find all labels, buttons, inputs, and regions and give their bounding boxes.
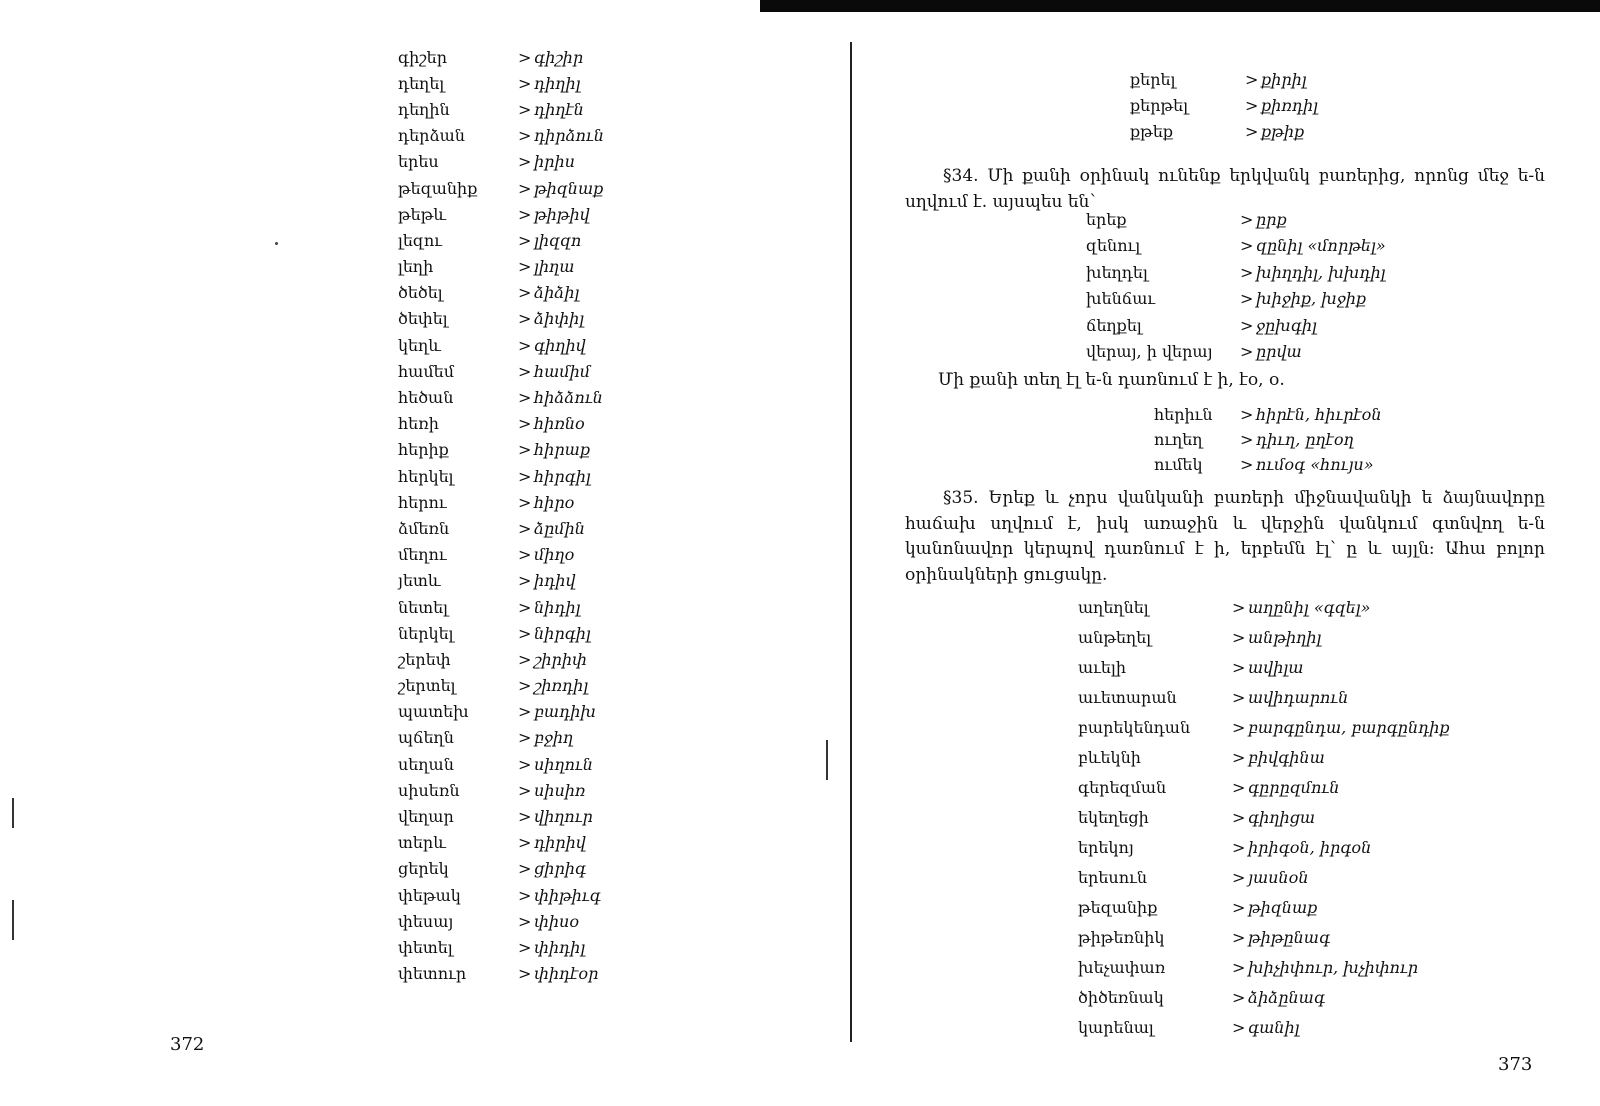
word-entry xyxy=(1078,772,1450,802)
source-word: փեթակ xyxy=(398,885,461,905)
arrow-symbol: > xyxy=(1240,405,1254,424)
dialect-form: ձիձընագ xyxy=(1248,987,1325,1007)
arrow-symbol: > xyxy=(518,414,532,434)
dialect-form: շիռդիլ xyxy=(534,676,589,696)
source-word: խեղդել xyxy=(1086,262,1148,282)
source-word: կարենալ xyxy=(1078,1017,1154,1037)
word-entry xyxy=(398,123,638,149)
word-entry xyxy=(398,437,638,463)
word-entry xyxy=(398,463,638,489)
word-entry xyxy=(1078,862,1450,892)
dialect-form: դիւղ, ըղէօղ xyxy=(1256,430,1354,449)
source-word: աւելի xyxy=(1078,657,1126,677)
dialect-form: խիջիք, խջիք xyxy=(1256,289,1367,309)
arrow-symbol: > xyxy=(1245,69,1259,89)
arrow-symbol: > xyxy=(518,361,532,381)
arrow-symbol: > xyxy=(1232,897,1246,917)
word-entry xyxy=(398,411,638,437)
p34b-word-list xyxy=(1154,402,1382,477)
dialect-form: բարգընդա, բարգընդիք xyxy=(1248,717,1450,737)
word-entry xyxy=(1078,622,1450,652)
dialect-form: շիրիփ xyxy=(534,649,587,669)
arrow-symbol: > xyxy=(1240,289,1254,309)
word-entry xyxy=(398,227,638,253)
word-entry xyxy=(398,961,638,987)
source-word: փետուր xyxy=(398,964,467,984)
dialect-form: փիթիւգ xyxy=(534,885,601,905)
arrow-symbol: > xyxy=(1232,627,1246,647)
word-entry xyxy=(398,280,638,306)
word-entry xyxy=(1154,452,1382,477)
dialect-form: քիրիլ xyxy=(1261,69,1307,89)
arrow-symbol: > xyxy=(518,283,532,303)
arrow-symbol: > xyxy=(1240,209,1254,229)
arrow-symbol: > xyxy=(518,702,532,722)
word-entry xyxy=(398,882,638,908)
arrow-symbol: > xyxy=(1232,687,1246,707)
word-entry xyxy=(1078,682,1450,712)
arrow-symbol: > xyxy=(518,885,532,905)
source-word: գիշեր xyxy=(398,47,448,67)
arrow-symbol: > xyxy=(518,388,532,408)
dialect-form: դիղէն xyxy=(534,99,584,119)
dialect-form: դիրձուն xyxy=(534,126,604,146)
dialect-form: ավիլա xyxy=(1248,657,1304,677)
arrow-symbol: > xyxy=(518,597,532,617)
arrow-symbol: > xyxy=(518,73,532,93)
arrow-symbol: > xyxy=(1232,597,1246,617)
dialect-form: քթիք xyxy=(1261,121,1305,141)
word-entry xyxy=(398,830,638,856)
dialect-form: լիղա xyxy=(534,257,575,277)
source-word: սիսեռն xyxy=(398,780,460,800)
arrow-symbol: > xyxy=(1240,236,1254,256)
arrow-symbol: > xyxy=(1240,455,1254,474)
word-entry xyxy=(398,332,638,358)
page-number-right: 373 xyxy=(1498,1054,1533,1075)
word-entry xyxy=(1130,92,1318,118)
arrow-symbol: > xyxy=(518,230,532,250)
word-entry xyxy=(398,384,638,410)
source-word: ծեծել xyxy=(398,283,443,303)
left-word-list xyxy=(398,44,638,987)
word-entry xyxy=(1078,982,1450,1012)
arrow-symbol: > xyxy=(1232,717,1246,737)
dialect-form: հիռնօ xyxy=(534,414,585,434)
source-word: ճեղքել xyxy=(1086,315,1142,335)
arrow-symbol: > xyxy=(518,204,532,224)
source-word: եկեղեցի xyxy=(1078,807,1149,827)
source-word: երես xyxy=(398,152,439,172)
dialect-form: զընիլ «մորթել» xyxy=(1256,236,1386,256)
arrow-symbol: > xyxy=(1232,987,1246,1007)
source-word: խենճաւ xyxy=(1086,289,1156,309)
dialect-form: ձիձիլ xyxy=(534,283,580,303)
dialect-form: գըրըզմուն xyxy=(1248,777,1340,797)
dialect-form: հիրօ xyxy=(534,492,575,512)
arrow-symbol: > xyxy=(1232,837,1246,857)
source-word: անթեղել xyxy=(1078,627,1152,647)
word-entry xyxy=(1154,402,1382,427)
word-entry xyxy=(1086,339,1386,366)
arrow-symbol: > xyxy=(1232,777,1246,797)
dialect-form: հիրգիլ xyxy=(534,466,591,486)
page-number-left: 372 xyxy=(170,1034,205,1055)
source-word: լեզու xyxy=(398,230,443,250)
dialect-form: բադիխ xyxy=(534,702,596,722)
source-word: ումեկ xyxy=(1154,455,1203,474)
word-entry xyxy=(1086,206,1386,233)
word-entry xyxy=(1086,312,1386,339)
dialect-form: փիդիլ xyxy=(534,937,586,957)
source-word: քերել xyxy=(1130,69,1176,89)
dialect-form: ըրք xyxy=(1256,209,1287,229)
word-entry xyxy=(1130,118,1318,144)
dialect-form: համիմ xyxy=(534,361,591,381)
arrow-symbol: > xyxy=(518,807,532,827)
word-entry xyxy=(1078,832,1450,862)
source-word: հերիք xyxy=(398,440,449,460)
dialect-form: դիղիլ xyxy=(534,73,581,93)
source-word: համեմ xyxy=(398,361,455,381)
source-word: ձմեռն xyxy=(398,518,450,538)
source-word: փեսայ xyxy=(398,911,454,931)
source-word: ներկել xyxy=(398,623,454,643)
dialect-form: թիզնաք xyxy=(1248,897,1318,917)
dialect-form: նիդիլ xyxy=(534,597,581,617)
word-entry xyxy=(398,515,638,541)
arrow-symbol: > xyxy=(518,466,532,486)
source-word: հերիւն xyxy=(1154,405,1213,424)
word-entry xyxy=(398,96,638,122)
dialect-form: գիղիվ xyxy=(534,335,586,355)
source-word: սեղան xyxy=(398,754,454,774)
source-word: ծիծեռնակ xyxy=(1078,987,1164,1007)
source-word: շերտել xyxy=(398,676,456,696)
source-word: պատեխ xyxy=(398,702,469,722)
word-entry xyxy=(398,803,638,829)
dialect-form: ձըմին xyxy=(534,518,585,538)
word-entry xyxy=(1078,1012,1450,1042)
dialect-form: իրիս xyxy=(534,152,575,172)
source-word: փետել xyxy=(398,937,453,957)
arrow-symbol: > xyxy=(1240,342,1254,362)
arrow-symbol: > xyxy=(518,545,532,565)
arrow-symbol: > xyxy=(518,152,532,172)
dialect-form: ցիրիգ xyxy=(534,859,587,879)
source-word: թեթև xyxy=(398,204,446,224)
arrow-symbol: > xyxy=(518,780,532,800)
dialect-form: իդիվ xyxy=(534,571,576,591)
source-word: յետև xyxy=(398,571,441,591)
dialect-form: գիշիր xyxy=(534,47,584,67)
right-top-word-list xyxy=(1130,66,1318,144)
word-entry xyxy=(1078,892,1450,922)
word-entry xyxy=(398,908,638,934)
source-word: երեք xyxy=(1086,209,1127,229)
source-word: լեղի xyxy=(398,257,434,277)
word-entry xyxy=(398,70,638,96)
dialect-form: գիղիցա xyxy=(1248,807,1316,827)
source-word: հերկել xyxy=(398,466,454,486)
source-word: դեղին xyxy=(398,99,450,119)
arrow-symbol: > xyxy=(1232,807,1246,827)
arrow-symbol: > xyxy=(518,911,532,931)
arrow-symbol: > xyxy=(1240,315,1254,335)
dialect-form: փիդէօր xyxy=(534,964,599,984)
source-word: թեզանիք xyxy=(398,178,478,198)
dialect-form: վիղուր xyxy=(534,807,593,827)
dialect-form: խիղդիլ, խխդիլ xyxy=(1256,262,1386,282)
source-word: երեկոյ xyxy=(1078,837,1134,857)
source-word: զենուլ xyxy=(1086,236,1141,256)
dialect-form: լիզզո xyxy=(534,230,582,250)
dialect-form: հիրէն, հիւրէօն xyxy=(1256,405,1382,424)
source-word: աղեղնել xyxy=(1078,597,1149,617)
arrow-symbol: > xyxy=(518,623,532,643)
dialect-form: խիչիփուր, խչիփուր xyxy=(1248,957,1419,977)
arrow-symbol: > xyxy=(1232,657,1246,677)
source-word: կեղև xyxy=(398,335,441,355)
arrow-symbol: > xyxy=(1232,867,1246,887)
paragraph-35: §35. Երեք և չորս վանկանի բառերի միջնավանկի ե ձայնավորը հաճախ սղվում է, իսկ առաջին և վերջին վանկում գտնվող ե-ն կանոնավոր կերպով դառնում է ի, երբեմն էլ՝ ը և այլն: Ահա բոլոր օրինակների ցուցակը. xyxy=(905,488,1545,585)
word-entry xyxy=(1078,802,1450,832)
arrow-symbol: > xyxy=(518,335,532,355)
arrow-symbol: > xyxy=(518,492,532,512)
source-word: գերեզման xyxy=(1078,777,1167,797)
dialect-form: աղընիլ «գզել» xyxy=(1248,597,1371,617)
word-entry xyxy=(398,934,638,960)
paragraph-34-continuation: Մի քանի տեղ էլ ե-ն դառնում է ի, էօ, օ. xyxy=(938,370,1285,390)
source-word: բարեկենդան xyxy=(1078,717,1191,737)
arrow-symbol: > xyxy=(518,728,532,748)
dialect-form: ումօգ «հույս» xyxy=(1256,455,1374,474)
paragraph-34: §34. Մի քանի օրինակ ունենք երկվանկ բառերից, որոնց մեջ ե-ն սղվում է. այսպես են՝ xyxy=(905,166,1545,212)
word-entry xyxy=(398,542,638,568)
dialect-form: բջիղ xyxy=(534,728,574,748)
word-entry xyxy=(398,44,638,70)
word-entry xyxy=(1086,286,1386,313)
arrow-symbol: > xyxy=(518,571,532,591)
dialect-form: հիձձուն xyxy=(534,388,603,408)
source-word: ծեփել xyxy=(398,309,448,329)
word-entry xyxy=(398,620,638,646)
word-entry xyxy=(398,646,638,672)
arrow-symbol: > xyxy=(518,178,532,198)
arrow-symbol: > xyxy=(518,440,532,460)
dialect-form: ձիփիլ xyxy=(534,309,585,329)
arrow-symbol: > xyxy=(518,649,532,669)
source-word: վերայ, ի վերայ xyxy=(1086,342,1213,362)
dialect-form: իրիգօն, իրգօն xyxy=(1248,837,1372,857)
word-entry xyxy=(398,306,638,332)
arrow-symbol: > xyxy=(518,518,532,538)
source-word: մեղու xyxy=(398,545,447,565)
p35-word-list xyxy=(1078,592,1450,1042)
word-entry xyxy=(398,254,638,280)
source-word: դերձան xyxy=(398,126,465,146)
source-word: թիթեռնիկ xyxy=(1078,927,1165,947)
word-entry xyxy=(398,673,638,699)
word-entry xyxy=(398,201,638,227)
arrow-symbol: > xyxy=(518,99,532,119)
source-word: ցերեկ xyxy=(398,859,449,879)
word-entry xyxy=(398,725,638,751)
dialect-form: նիրգիլ xyxy=(534,623,591,643)
arrow-symbol: > xyxy=(518,126,532,146)
dialect-form: գանիլ xyxy=(1248,1017,1300,1037)
word-entry xyxy=(1154,427,1382,452)
source-word: բևեկնի xyxy=(1078,747,1141,767)
arrow-symbol: > xyxy=(518,309,532,329)
word-entry xyxy=(1086,233,1386,260)
source-word: քթեք xyxy=(1130,121,1174,141)
word-entry xyxy=(398,751,638,777)
arrow-symbol: > xyxy=(1232,927,1246,947)
source-word: ուղեղ xyxy=(1154,430,1203,449)
source-word: հեծան xyxy=(398,388,454,408)
dialect-form: հիրաք xyxy=(534,440,590,460)
word-entry xyxy=(1078,712,1450,742)
source-word: երեսուն xyxy=(1078,867,1147,887)
word-entry xyxy=(398,568,638,594)
source-word: դեղել xyxy=(398,73,445,93)
word-entry xyxy=(1078,922,1450,952)
arrow-symbol: > xyxy=(1240,430,1254,449)
arrow-symbol: > xyxy=(518,754,532,774)
word-entry xyxy=(1078,652,1450,682)
arrow-symbol: > xyxy=(518,964,532,984)
dialect-form: սիղուն xyxy=(534,754,593,774)
source-word: վեղար xyxy=(398,807,454,827)
arrow-symbol: > xyxy=(518,937,532,957)
source-word: շերեփ xyxy=(398,649,451,669)
word-entry xyxy=(398,777,638,803)
word-entry xyxy=(398,149,638,175)
source-word: նետել xyxy=(398,597,449,617)
source-word: խեչափառ xyxy=(1078,957,1166,977)
source-word: հեռի xyxy=(398,414,439,434)
word-entry xyxy=(1130,66,1318,92)
arrow-symbol: > xyxy=(518,47,532,67)
source-word: հերու xyxy=(398,492,447,512)
dialect-form: ըրվա xyxy=(1256,342,1302,362)
arrow-symbol: > xyxy=(1232,1017,1246,1037)
dialect-form: դիրիվ xyxy=(534,833,586,853)
dialect-form: սիսիռ xyxy=(534,780,586,800)
arrow-symbol: > xyxy=(1240,262,1254,282)
dialect-form: թիթիվ xyxy=(534,204,590,224)
source-word: քերթել xyxy=(1130,95,1189,115)
word-entry xyxy=(1078,592,1450,622)
arrow-symbol: > xyxy=(1245,95,1259,115)
source-word: տերև xyxy=(398,833,446,853)
p34-word-list xyxy=(1086,206,1386,365)
arrow-symbol: > xyxy=(518,859,532,879)
word-entry xyxy=(1078,952,1450,982)
word-entry xyxy=(1078,742,1450,772)
dialect-form: միղօ xyxy=(534,545,575,565)
dialect-form: անթիղիլ xyxy=(1248,627,1322,647)
arrow-symbol: > xyxy=(1232,747,1246,767)
dialect-form: ավիդարուն xyxy=(1248,687,1349,707)
dialect-form: թիթընագ xyxy=(1248,927,1331,947)
arrow-symbol: > xyxy=(518,833,532,853)
word-entry xyxy=(398,175,638,201)
dialect-form: ջըխգիլ xyxy=(1256,315,1317,335)
word-entry xyxy=(398,699,638,725)
source-word: աւետարան xyxy=(1078,687,1177,707)
word-entry xyxy=(398,489,638,515)
word-entry xyxy=(398,856,638,882)
source-word: թեզանիք xyxy=(1078,897,1158,917)
dialect-form: թիզնաք xyxy=(534,178,604,198)
word-entry xyxy=(398,594,638,620)
dialect-form: բիվգինա xyxy=(1248,747,1325,767)
source-word: պճեղն xyxy=(398,728,454,748)
arrow-symbol: > xyxy=(1232,957,1246,977)
word-entry xyxy=(1086,259,1386,286)
dialect-form: յասնօն xyxy=(1248,867,1309,887)
word-entry xyxy=(398,358,638,384)
dialect-form: քիռդիլ xyxy=(1261,95,1318,115)
arrow-symbol: > xyxy=(518,676,532,696)
dialect-form: փիսօ xyxy=(534,911,580,931)
arrow-symbol: > xyxy=(518,257,532,277)
arrow-symbol: > xyxy=(1245,121,1259,141)
